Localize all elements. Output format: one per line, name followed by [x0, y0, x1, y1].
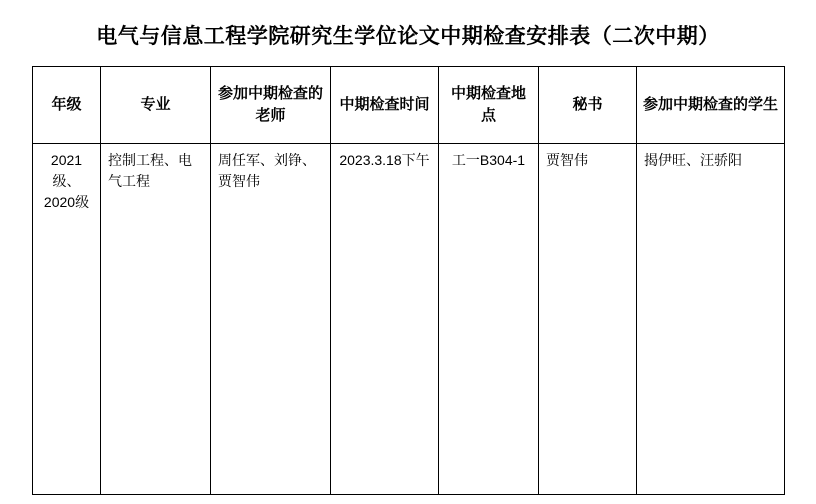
- column-header-place: 中期检查地点: [439, 67, 539, 144]
- table-row: [33, 144, 785, 495]
- column-header-students: 参加中期检查的学生: [637, 67, 785, 144]
- table-header-row: [33, 67, 785, 144]
- cell-secretary: 贾智伟: [539, 144, 637, 495]
- column-header-time: 中期检查时间: [331, 67, 439, 144]
- schedule-table-container: [32, 66, 784, 495]
- cell-major: 控制工程、电气工程: [101, 144, 211, 495]
- column-header-secretary: 秘书: [539, 67, 637, 144]
- column-header-major: 专业: [101, 67, 211, 144]
- column-header-teachers: 参加中期检查的老师: [211, 67, 331, 144]
- schedule-table: [32, 66, 785, 495]
- cell-teachers: 周任军、刘铮、贾智伟: [211, 144, 331, 495]
- page-title: 电气与信息工程学院研究生学位论文中期检查安排表（二次中期）: [96, 25, 720, 48]
- cell-time: 2023.3.18下午: [331, 144, 439, 495]
- cell-students: 揭伊旺、汪骄阳: [637, 144, 785, 495]
- column-header-grade: 年级: [33, 67, 101, 144]
- cell-grade: 2021级、2020级: [33, 144, 101, 495]
- cell-place: 工一B304-1: [439, 144, 539, 495]
